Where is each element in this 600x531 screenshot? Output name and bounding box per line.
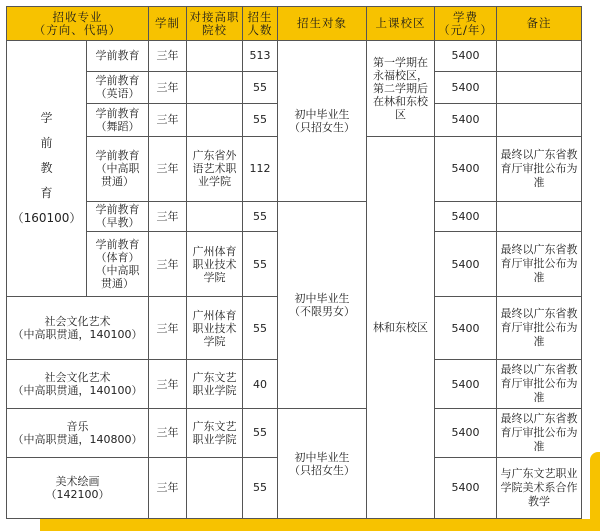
major-name: 美术绘画 — [55, 474, 100, 488]
remarks-cell: 最终以广东省教育厅审批公布为准 — [497, 297, 582, 360]
direction-cell: 学前教育 （英语） — [87, 71, 149, 104]
header-target: 招生对象 — [278, 7, 367, 41]
quota-cell: 55 — [243, 71, 278, 104]
header-major: 招收专业 （方向、代码） — [7, 7, 149, 41]
remarks-cell: 最终以广东省教育厅审批公布为准 — [497, 232, 582, 297]
remarks-cell: 最终以广东省教育厅审批公布为准 — [497, 136, 582, 201]
fee-cell: 5400 — [435, 297, 497, 360]
header-quota: 招生人数 — [243, 7, 278, 41]
major-code: （中高职贯通，140100） — [12, 328, 143, 342]
college-cell — [187, 457, 243, 518]
quota-cell: 55 — [243, 409, 278, 458]
direction-cell: 学前教育 — [87, 41, 149, 72]
remarks-cell — [497, 41, 582, 72]
remarks-cell: 最终以广东省教育厅审批公布为准 — [497, 409, 582, 458]
duration-cell: 三年 — [149, 71, 187, 104]
table-row — [7, 41, 582, 72]
remarks-cell: 最终以广东省教育厅审批公布为准 — [497, 360, 582, 409]
group-preschool-code: （160100） — [11, 211, 82, 226]
header-fee: 学费 （元/年） — [435, 7, 497, 41]
major-code: （142100） — [45, 487, 110, 501]
college-cell: 广东省外语艺术职业学院 — [187, 136, 243, 201]
table-row — [7, 201, 582, 232]
major-name: 音乐 — [66, 419, 89, 433]
college-cell — [187, 71, 243, 104]
header-campus: 上课校区 — [367, 7, 435, 41]
direction-cell: 学前教育 （早教） — [87, 201, 149, 232]
enrollment-table — [6, 6, 582, 519]
header-duration: 学制 — [149, 7, 187, 41]
quota-cell: 55 — [243, 104, 278, 137]
direction-cell: 学前教育 （舞蹈） — [87, 104, 149, 137]
group-preschool-char: 育 — [40, 186, 53, 201]
duration-cell: 三年 — [149, 297, 187, 360]
group-preschool-char: 前 — [40, 136, 53, 151]
quota-cell: 55 — [243, 457, 278, 518]
header-remarks: 备注 — [497, 7, 582, 41]
group-preschool-char: 学 — [40, 111, 53, 126]
duration-cell: 三年 — [149, 201, 187, 232]
fee-cell: 5400 — [435, 457, 497, 518]
major-cell — [7, 297, 149, 360]
target-cell: 初中毕业生 （不限男女） — [278, 201, 367, 408]
fee-cell: 5400 — [435, 136, 497, 201]
college-cell — [187, 41, 243, 72]
quota-cell: 112 — [243, 136, 278, 201]
fee-cell: 5400 — [435, 41, 497, 72]
remarks-cell — [497, 71, 582, 104]
major-cell — [7, 457, 149, 518]
college-cell — [187, 201, 243, 232]
major-code: （中高职贯通，140800） — [12, 432, 143, 446]
major-cell — [7, 409, 149, 458]
fee-cell: 5400 — [435, 409, 497, 458]
major-name: 社会文化艺术 — [44, 315, 111, 329]
header-row — [7, 7, 582, 41]
college-cell: 广州体育职业技术学院 — [187, 297, 243, 360]
decorative-corner — [590, 452, 600, 531]
fee-cell: 5400 — [435, 360, 497, 409]
fee-cell: 5400 — [435, 104, 497, 137]
college-cell: 广东文艺职业学院 — [187, 409, 243, 458]
college-cell: 广州体育职业技术学院 — [187, 232, 243, 297]
remarks-cell: 与广东文艺职业学院美术系合作教学 — [497, 457, 582, 518]
remarks-cell — [497, 201, 582, 232]
header-college: 对接高职院校 — [187, 7, 243, 41]
duration-cell: 三年 — [149, 136, 187, 201]
target-cell: 初中毕业生 （只招女生） — [278, 409, 367, 519]
duration-cell: 三年 — [149, 104, 187, 137]
quota-cell: 55 — [243, 232, 278, 297]
group-preschool-char: 教 — [40, 161, 53, 176]
major-code: （中高职贯通，140100） — [12, 384, 143, 398]
fee-cell: 5400 — [435, 71, 497, 104]
quota-cell: 513 — [243, 41, 278, 72]
target-cell: 初中毕业生 （只招女生） — [278, 41, 367, 202]
fee-cell: 5400 — [435, 201, 497, 232]
campus-cell: 第一学期在永福校区，第二学期后在林和东校区 — [367, 41, 435, 137]
major-name: 社会文化艺术 — [44, 371, 111, 385]
college-cell — [187, 104, 243, 137]
direction-cell: 学前教育 （中高职 贯通） — [87, 136, 149, 201]
major-cell — [7, 360, 149, 409]
duration-cell: 三年 — [149, 409, 187, 458]
quota-cell: 40 — [243, 360, 278, 409]
group-preschool — [7, 41, 87, 297]
duration-cell: 三年 — [149, 360, 187, 409]
duration-cell: 三年 — [149, 457, 187, 518]
campus-cell: 林和东校区 — [367, 136, 435, 518]
direction-cell: 学前教育 （体育） （中高职 贯通） — [87, 232, 149, 297]
quota-cell: 55 — [243, 201, 278, 232]
college-cell: 广东文艺职业学院 — [187, 360, 243, 409]
quota-cell: 55 — [243, 297, 278, 360]
decorative-bottom-strip — [40, 519, 592, 531]
duration-cell: 三年 — [149, 41, 187, 72]
remarks-cell — [497, 104, 582, 137]
duration-cell: 三年 — [149, 232, 187, 297]
table-row — [7, 409, 582, 458]
fee-cell: 5400 — [435, 232, 497, 297]
